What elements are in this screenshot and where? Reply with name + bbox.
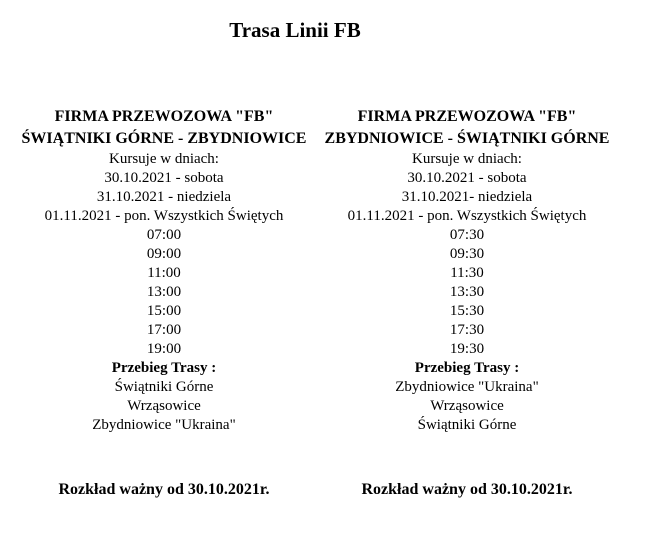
- departure-time: 17:00: [146, 322, 182, 338]
- service-day: 31.10.2021 - niedziela: [96, 189, 232, 205]
- route-stop: Zbydniowice "Ukraina": [92, 417, 236, 433]
- departure-time: 17:30: [449, 322, 485, 338]
- service-day: 01.11.2021 - pon. Wszystkich Świętych: [347, 208, 587, 224]
- service-day: 31.10.2021- niedziela: [401, 189, 533, 205]
- validity-note-left: Rozkład ważny od 30.10.2021r.: [58, 481, 270, 498]
- route-direction: ZBYDNIOWICE - ŚWIĄTNIKI GÓRNE: [324, 130, 610, 147]
- departure-time: 07:30: [449, 227, 485, 243]
- validity-note-right: Rozkład ważny od 30.10.2021r.: [361, 481, 573, 498]
- departure-time: 11:00: [147, 265, 181, 281]
- departure-time: 15:30: [449, 303, 485, 319]
- company-name: FIRMA PRZEWOZOWA "FB": [54, 108, 274, 125]
- route-label: Przebieg Trasy :: [414, 360, 520, 376]
- departure-time: 13:30: [449, 284, 485, 300]
- departure-time: 13:00: [146, 284, 182, 300]
- timetable-column-left: [4, 106, 324, 435]
- route-stop: Zbydniowice "Ukraina": [395, 379, 539, 395]
- route-direction: ŚWIĄTNIKI GÓRNE - ZBYDNIOWICE: [21, 130, 307, 147]
- route-stop: Wrząsowice: [127, 398, 201, 414]
- route-stop: Świątniki Górne: [417, 417, 517, 433]
- page-title: [0, 18, 672, 42]
- company-name: FIRMA PRZEWOZOWA "FB": [357, 108, 577, 125]
- service-day: 01.11.2021 - pon. Wszystkich Świętych: [44, 208, 284, 224]
- departure-time: 15:00: [146, 303, 182, 319]
- route-label: Przebieg Trasy :: [111, 360, 217, 376]
- departure-time: 11:30: [450, 265, 484, 281]
- departure-time: 19:00: [146, 341, 182, 357]
- runs-on-label: Kursuje w dniach:: [109, 151, 219, 167]
- route-stop: Wrząsowice: [430, 398, 504, 414]
- departure-time: 19:30: [449, 341, 485, 357]
- runs-on-label: Kursuje w dniach:: [412, 151, 522, 167]
- departure-time: 07:00: [146, 227, 182, 243]
- departure-time: 09:30: [449, 246, 485, 262]
- service-day: 30.10.2021 - sobota: [407, 170, 527, 186]
- route-stop: Świątniki Górne: [114, 379, 214, 395]
- service-day: 30.10.2021 - sobota: [104, 170, 224, 186]
- timetable-column-right: [307, 106, 627, 435]
- departure-time: 09:00: [146, 246, 182, 262]
- page-title-text: Trasa Linii FB: [229, 18, 361, 42]
